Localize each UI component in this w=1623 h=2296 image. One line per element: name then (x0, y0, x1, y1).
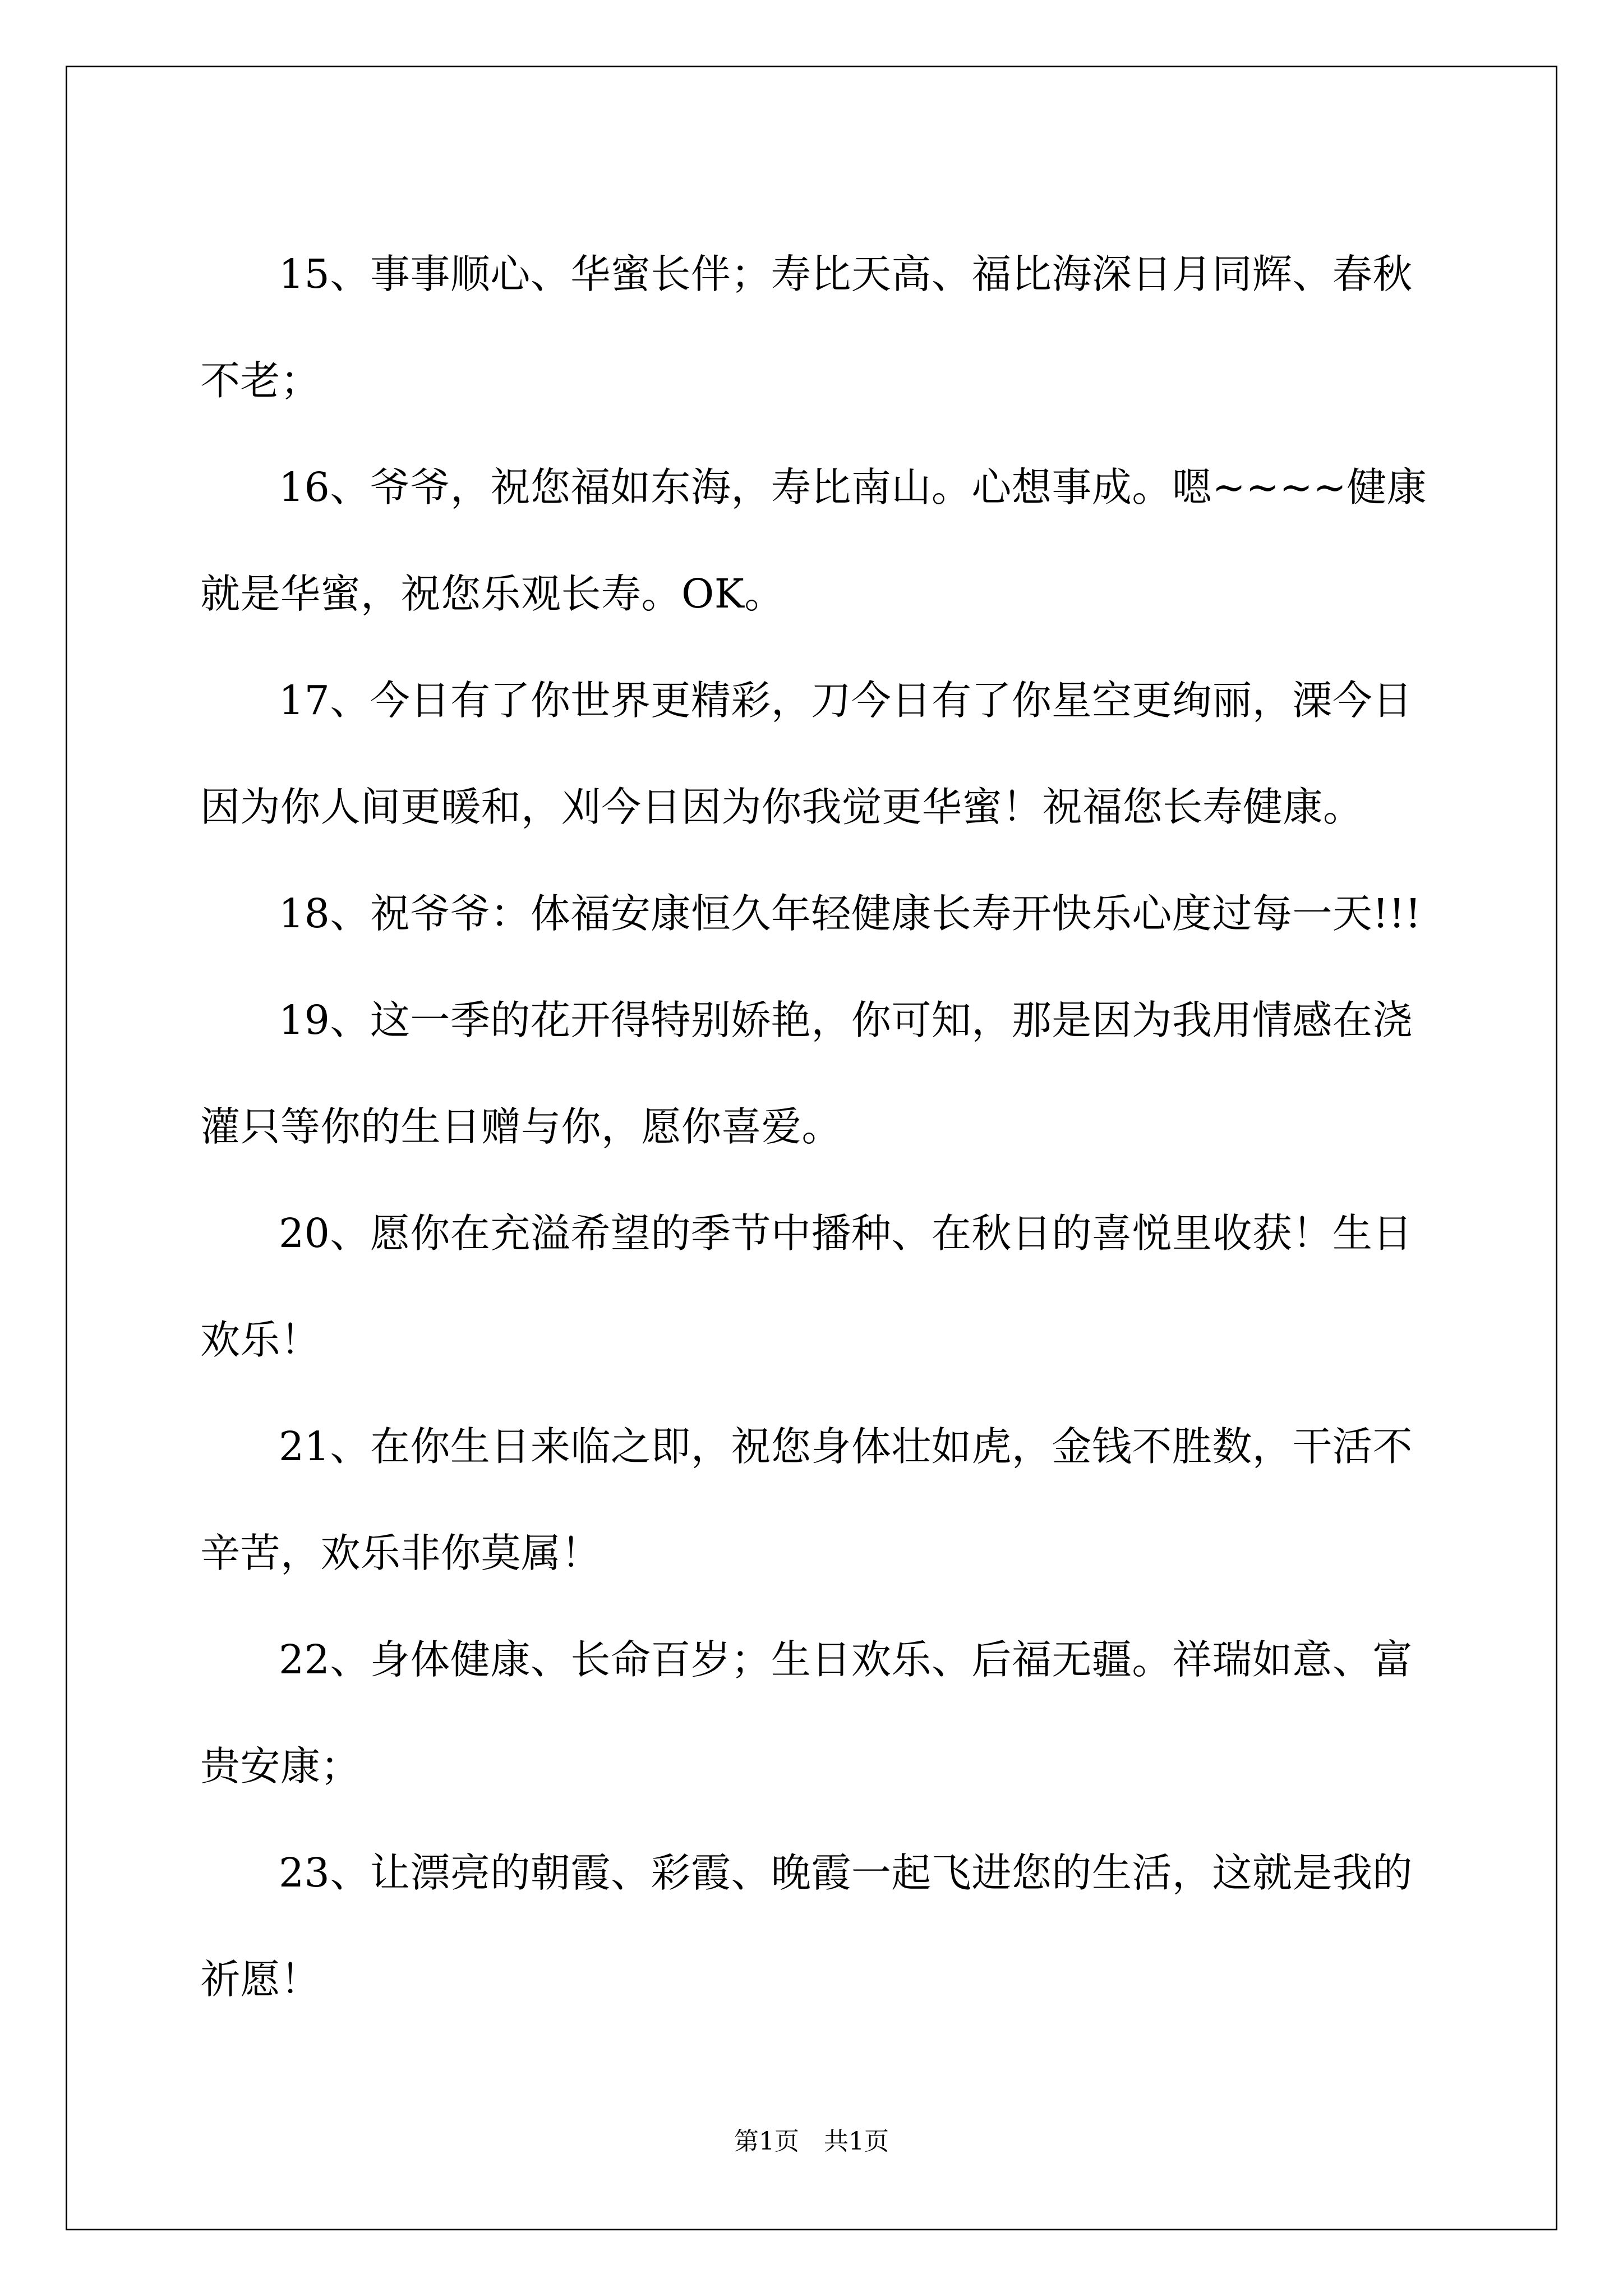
paragraph-23: 23、让漂亮的朝霞、彩霞、晚霞一起飞进您的生活，这就是我的祈愿！ (200, 1849, 1413, 2003)
paragraph-18: 18、祝爷爷：体福安康恒久年轻健康长寿开快乐心度过每一天!!! (279, 890, 1422, 937)
paragraph-19: 19、这一季的花开得特别娇艳，你可知，那是因为我用情感在浇灌只等你的生日赠与你，愿你喜爱。 (200, 997, 1413, 1150)
paragraph-20: 20、愿你在充溢希望的季节中播种、在秋日的喜悦里收获！生日欢乐！ (200, 1210, 1413, 1363)
paragraph-16: 16、爷爷，祝您福如东海，寿比南山。心想事成。嗯~~~~健康就是华蜜，祝您乐观长寿。OK。 (200, 464, 1427, 617)
paragraph-21: 21、在你生日来临之即，祝您身体壮如虎，金钱不胜数，干活不辛苦，欢乐非你莫属！ (200, 1423, 1413, 1576)
document-body (200, 221, 1434, 2033)
page-footer: 第1页 共1页 (734, 2127, 889, 2156)
paragraph-17: 17、今日有了你世界更精彩，刀今日有了你星空更绚丽，溧今日因为你人间更暖和，刈今日因为你我觉更华蜜！祝福您长寿健康。 (200, 677, 1413, 830)
paragraph-15: 15、事事顺心、华蜜长伴；寿比天高、福比海深日月同辉、春秋不老； (200, 251, 1413, 404)
paragraph-22: 22、身体健康、长命百岁；生日欢乐、后福无疆。祥瑞如意、富贵安康； (200, 1636, 1413, 1789)
